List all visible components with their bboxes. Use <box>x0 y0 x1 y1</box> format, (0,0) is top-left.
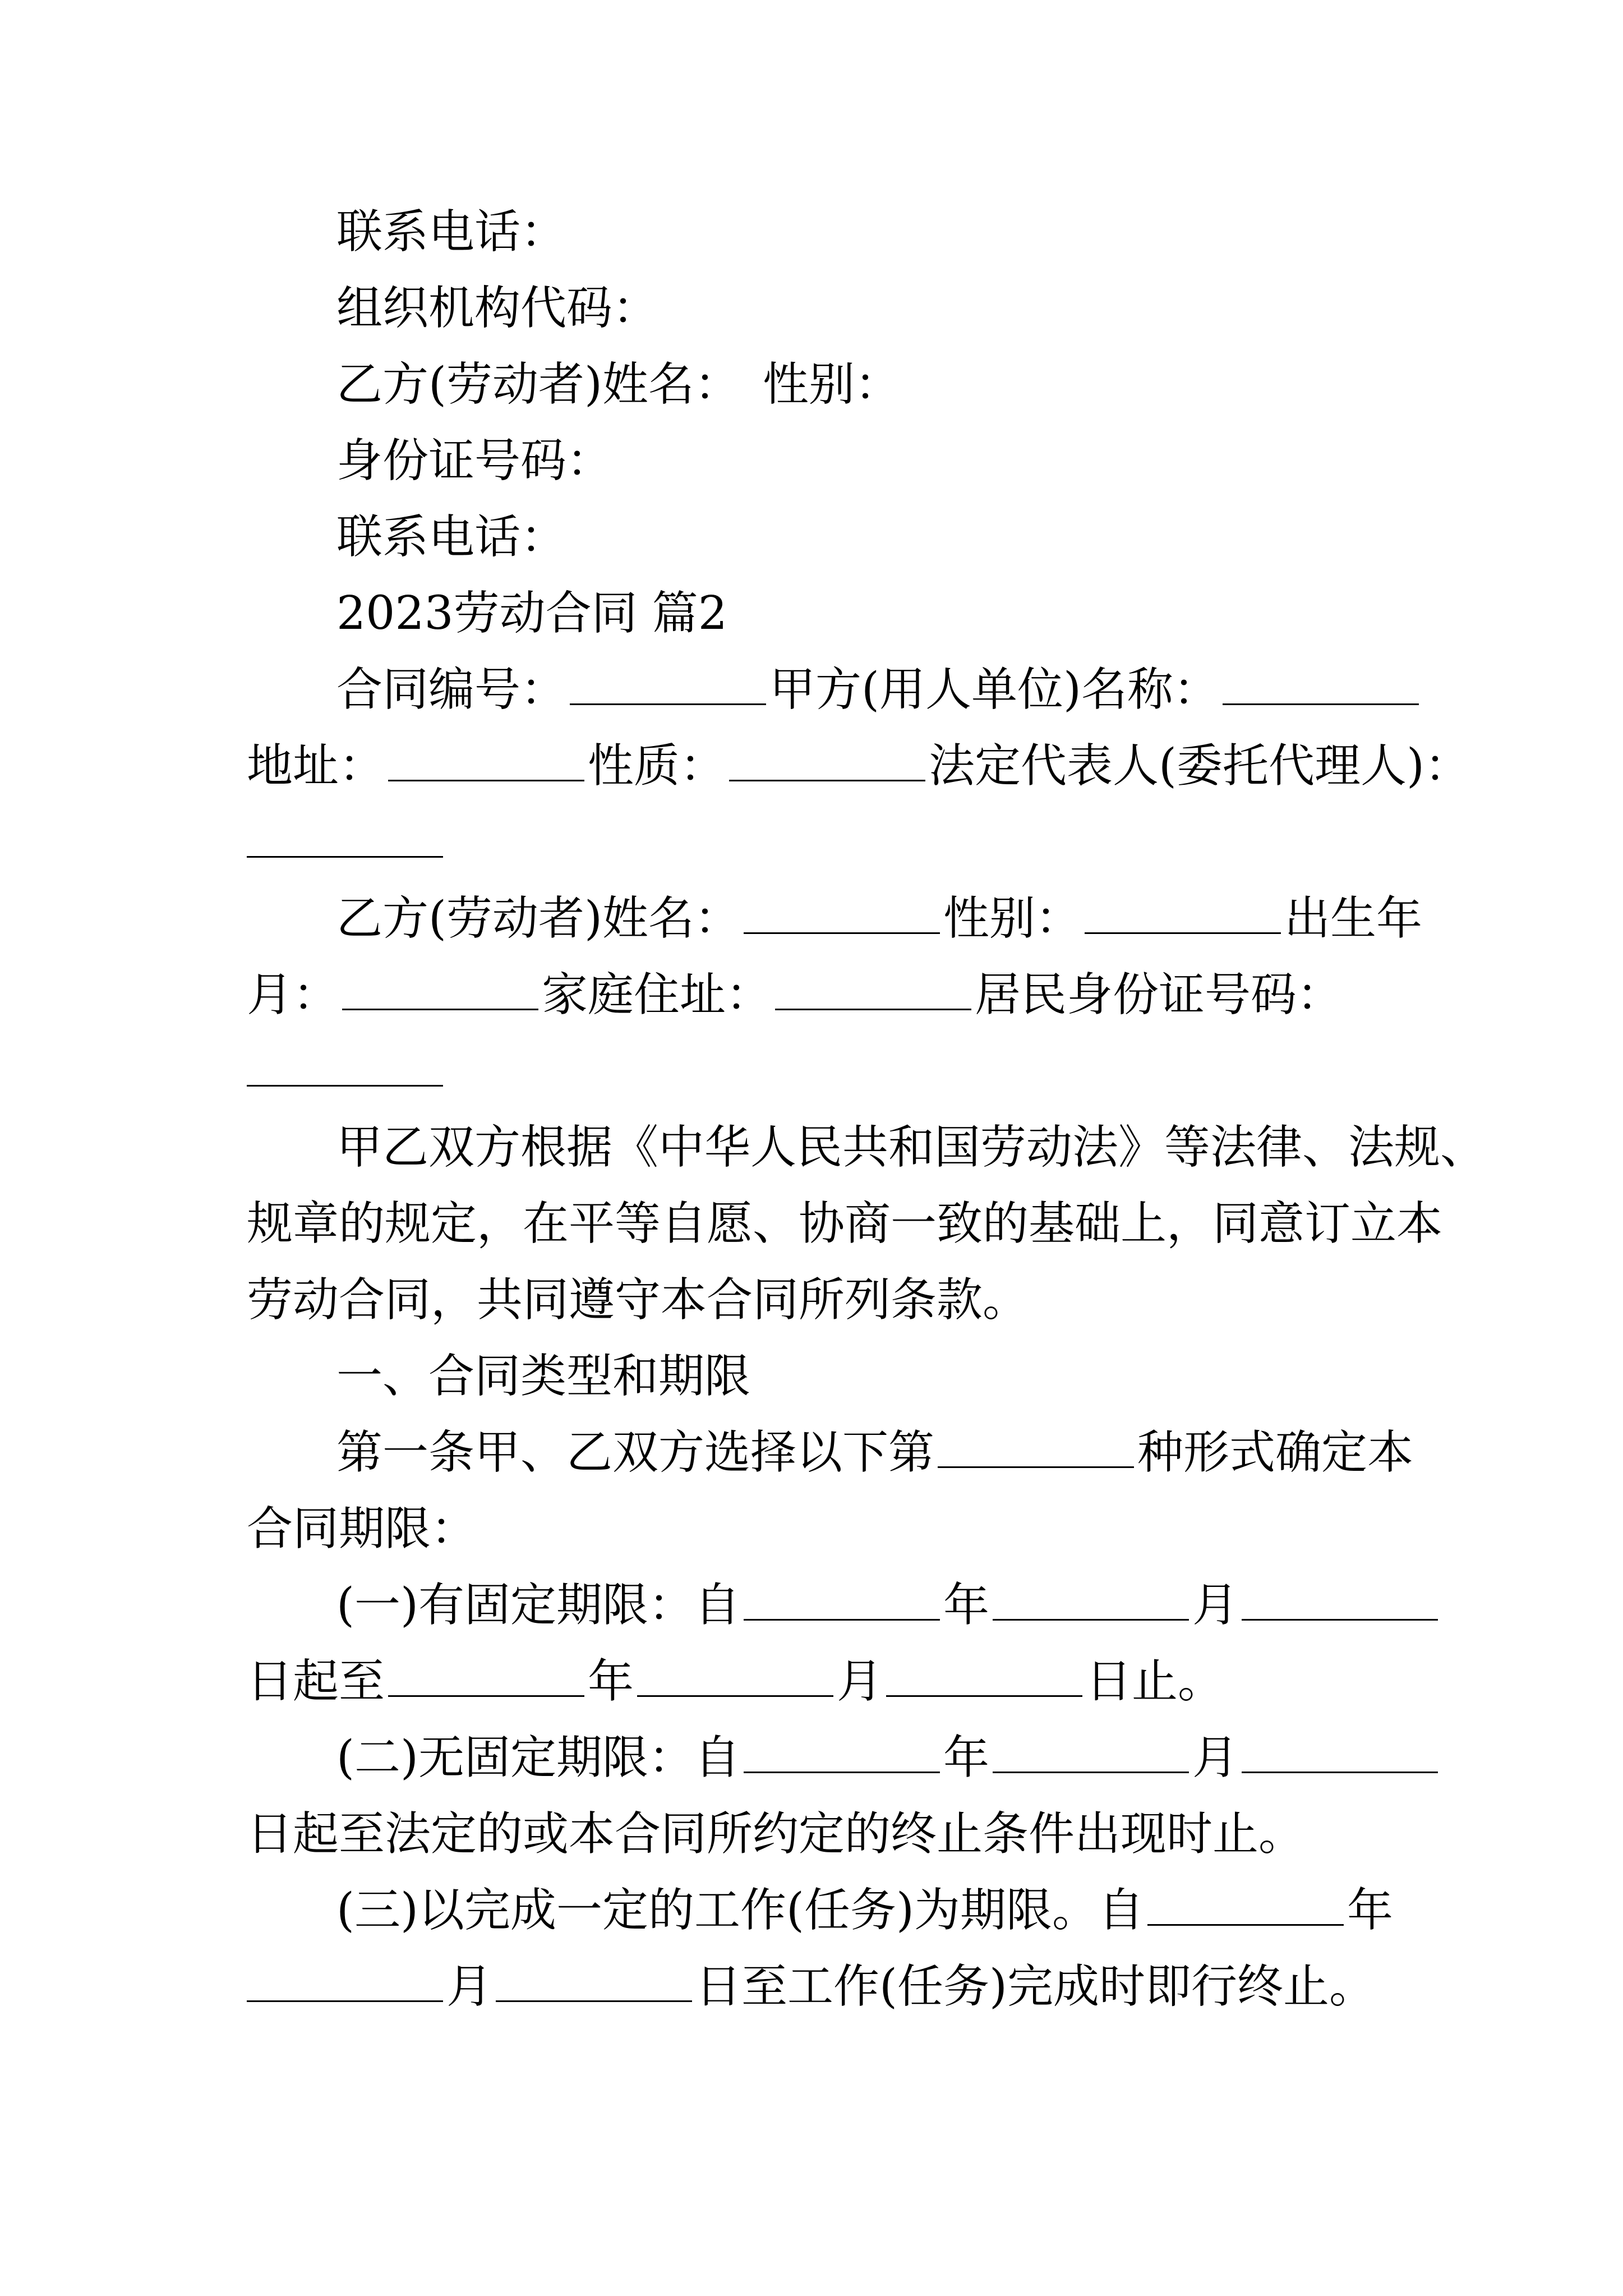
preamble-line-2 <box>247 1186 1443 1262</box>
preamble-line-1 <box>247 1110 1487 1186</box>
nature-blank <box>729 745 925 781</box>
party-b-gender-label: 性别： <box>762 358 901 411</box>
unfixed-term-line-2 <box>247 1796 1380 1872</box>
article-one-text-2: 合同期限： <box>247 1502 477 1556</box>
fixed-end-year-blank <box>388 1660 584 1697</box>
fixed-start-day-blank <box>1242 1584 1438 1621</box>
chapter-one-text: 一、合同类型和期限 <box>336 1350 751 1403</box>
preamble-text-3: 劳动合同，共同遵守本合同所列条款。 <box>247 1273 1029 1327</box>
legal-rep-blank-line <box>247 804 1380 881</box>
preamble-line-3 <box>247 1262 1380 1338</box>
nature-label: 性质： <box>588 739 726 793</box>
task-term-end-text: 日至工作(任务)完成时即行终止。 <box>695 1960 1375 2013</box>
home-address-blank <box>775 974 971 1010</box>
resident-id-blank <box>247 1050 443 1087</box>
task-year-blank <box>1147 1889 1344 1926</box>
legal-rep-label: 法定代表人(委托代理人)： <box>929 739 1471 793</box>
article-one-text-b: 种形式确定本 <box>1137 1426 1414 1479</box>
task-month-blank <box>247 1966 443 2002</box>
unfixed-month-label: 月 <box>1192 1731 1239 1784</box>
task-day-blank <box>496 1966 692 2002</box>
org-code-label: 组织机构代码： <box>336 282 659 335</box>
task-year-label: 年 <box>1347 1884 1393 1937</box>
fixed-end-month-label: 月 <box>837 1655 883 1708</box>
party-b-id-line <box>247 423 1380 499</box>
party-b-name-line <box>247 347 1380 423</box>
fixed-end-day-blank <box>886 1660 1082 1697</box>
fixed-term-label: (一)有固定期限：自 <box>336 1579 740 1632</box>
article-one-line-2 <box>247 1491 1380 1567</box>
fixed-end-month-blank <box>637 1660 833 1697</box>
party-b-detail-gender-label: 性别： <box>943 892 1081 945</box>
birth-blank <box>342 974 538 1010</box>
address-label: 地址： <box>247 739 385 793</box>
preamble-text-1: 甲乙双方根据《中华人民共和国劳动法》等法律、法规、 <box>336 1121 1487 1174</box>
option-choice-blank <box>938 1432 1134 1468</box>
address-blank <box>388 745 584 781</box>
fixed-day-to-label: 日止。 <box>1086 1655 1224 1708</box>
party-a-name-label: 甲方(用人单位)名称： <box>769 663 1219 716</box>
fixed-day-from-label: 日起至 <box>247 1655 385 1708</box>
org-code-line <box>247 270 1380 347</box>
task-month-label: 月 <box>446 1960 493 2013</box>
section-title <box>247 576 1380 652</box>
party-b-detail-line-1 <box>247 881 1423 957</box>
unfixed-term-text-2: 日起至法定的或本合同所约定的终止条件出现时止。 <box>247 1807 1305 1861</box>
section-title-text: 2023劳动合同 篇2 <box>336 587 727 640</box>
gender-blank <box>1085 898 1281 934</box>
chapter-one-heading <box>247 1338 1380 1415</box>
party-b-name-blank <box>744 898 940 934</box>
task-term-label: (三)以完成一定的工作(任务)为期限。自 <box>336 1884 1144 1937</box>
party-b-detail-line-2 <box>247 957 1380 1033</box>
party-b-detail-name-label: 乙方(劳动者)姓名： <box>336 892 740 945</box>
article-one-line-1 <box>247 1415 1414 1491</box>
party-a-phone-line <box>247 194 1380 270</box>
fixed-start-month-blank <box>993 1584 1189 1621</box>
fixed-term-line-2 <box>247 1644 1380 1720</box>
fixed-start-year-blank <box>744 1584 940 1621</box>
article-one-text-a: 第一条甲、乙双方选择以下第 <box>336 1426 935 1479</box>
birth-label-part-1: 出生年 <box>1284 892 1423 945</box>
unfixed-year-blank <box>744 1737 940 1773</box>
party-b-phone-line <box>247 499 1380 576</box>
fixed-month-label: 月 <box>1192 1579 1239 1632</box>
party-a-name-blank <box>1223 669 1419 705</box>
task-term-line-2 <box>247 1949 1380 2025</box>
unfixed-term-line-1 <box>247 1720 1380 1796</box>
party-a-phone-label: 联系电话： <box>336 205 567 259</box>
unfixed-year-label: 年 <box>943 1731 989 1784</box>
document-page <box>247 194 1487 2025</box>
fixed-term-line-1 <box>247 1567 1380 1644</box>
contract-no-blank <box>570 669 766 705</box>
contract-header-line-1 <box>247 652 1380 728</box>
legal-rep-blank <box>247 821 443 858</box>
party-b-id-label: 身份证号码： <box>336 434 613 487</box>
unfixed-month-blank <box>993 1737 1189 1773</box>
resident-id-label: 居民身份证号码： <box>975 968 1343 1022</box>
contract-no-label: 合同编号： <box>336 663 567 716</box>
birth-label-part-2: 月： <box>247 968 339 1022</box>
fixed-year-label: 年 <box>943 1579 989 1632</box>
party-b-name-label: 乙方(劳动者)姓名： <box>336 358 740 411</box>
party-b-phone-label: 联系电话： <box>336 510 567 564</box>
unfixed-term-label: (二)无固定期限：自 <box>336 1731 740 1784</box>
home-address-label: 家庭住址： <box>542 968 772 1022</box>
resident-id-blank-line <box>247 1033 1380 1110</box>
preamble-text-2: 规章的规定，在平等自愿、协商一致的基础上，同意订立本 <box>247 1197 1443 1250</box>
contract-header-line-2 <box>247 728 1471 804</box>
task-term-line-1 <box>247 1872 1393 1949</box>
fixed-end-year-label: 年 <box>588 1655 634 1708</box>
unfixed-day-blank <box>1242 1737 1438 1773</box>
